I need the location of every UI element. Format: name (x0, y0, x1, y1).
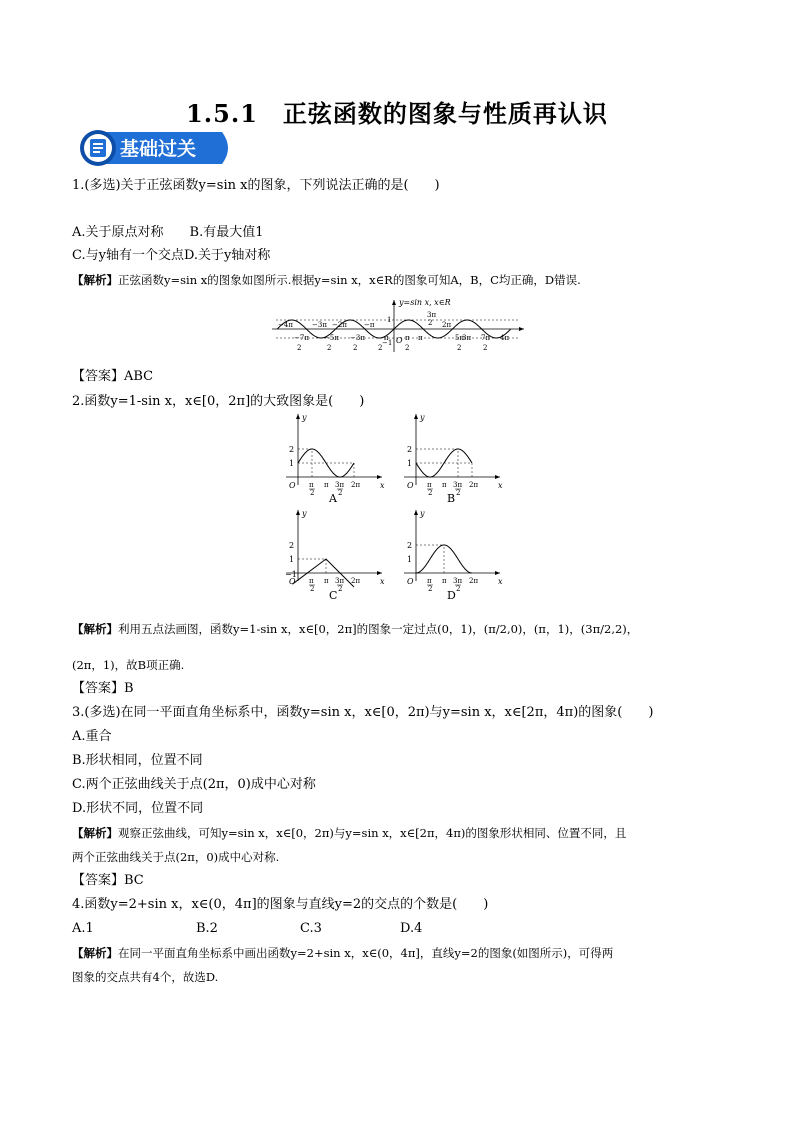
svg-text:2π: 2π (351, 481, 361, 489)
q2-stem: 2.函数y=1-sin x，x∈[0，2π]的大致图象是( ) (72, 394, 365, 409)
graph-label-c: C (329, 589, 338, 602)
q3-analysis-cont: 两个正弦曲线关于点(2π，0)成中心对称. (72, 850, 280, 864)
svg-text:π: π (309, 577, 314, 585)
svg-text:π: π (324, 577, 329, 585)
q3-answer: 【答案】BC (72, 873, 144, 888)
svg-text:2π: 2π (469, 577, 479, 585)
q1-answer: 【答案】ABC (72, 369, 154, 384)
analysis-tag: 【解析】 (72, 622, 118, 636)
q4-analysis-cont: 图象的交点共有4个，故选D. (72, 970, 219, 984)
svg-text:2: 2 (353, 344, 358, 352)
svg-text:2π: 2π (469, 481, 479, 489)
svg-text:3π: 3π (453, 577, 463, 585)
svg-text:2π: 2π (351, 577, 361, 585)
svg-text:2: 2 (338, 489, 343, 497)
svg-text:π: π (442, 577, 447, 585)
svg-text:1: 1 (407, 555, 413, 564)
svg-text:O: O (289, 577, 296, 586)
svg-text:−3π: −3π (350, 334, 365, 342)
svg-text:3π: 3π (335, 481, 345, 489)
svg-text:2: 2 (428, 319, 433, 327)
graph-option-c (285, 509, 385, 593)
sine-graph-figure (268, 296, 530, 354)
svg-text:2: 2 (327, 344, 332, 352)
q4-option-b: B.2 (196, 921, 218, 936)
svg-text:−2π: −2π (332, 321, 347, 329)
svg-text:π: π (442, 481, 447, 489)
svg-text:2: 2 (456, 489, 461, 497)
svg-text:2: 2 (405, 344, 410, 352)
svg-text:1: 1 (387, 316, 392, 324)
svg-text:O: O (289, 481, 296, 490)
q1-stem: 1.(多选)关于正弦函数y=sin x的图象，下列说法正确的是( ) (72, 178, 440, 193)
svg-text:−5π: −5π (324, 334, 339, 342)
svg-text:1: 1 (289, 459, 295, 468)
svg-text:2: 2 (407, 445, 413, 454)
notebook-icon (90, 139, 106, 157)
graph-label-d: D (447, 589, 456, 602)
graph-option-b (404, 413, 503, 497)
graph-label: y=sin x, x∈R (399, 298, 451, 307)
q4-option-a: A.1 (72, 921, 94, 936)
svg-text:2: 2 (289, 445, 295, 454)
svg-text:O: O (407, 481, 414, 490)
svg-text:O: O (407, 577, 414, 586)
q3-option-a: A.重合 (72, 729, 112, 744)
svg-text:5π: 5π (455, 334, 465, 342)
svg-text:−1: −1 (285, 570, 297, 579)
svg-text:−3π: −3π (312, 321, 327, 329)
svg-text:4π: 4π (500, 334, 510, 342)
q1-options-cd: C.与y轴有一个交点D.关于y轴对称 (72, 248, 271, 263)
svg-text:π: π (324, 481, 329, 489)
svg-text:O: O (396, 336, 403, 345)
svg-text:1: 1 (289, 555, 295, 564)
analysis-text: 在同一平面直角坐标系中画出函数y=2+sin x，x∈(0，4π]，直线y=2的图象(如图所示)，可得两 (118, 946, 614, 960)
svg-text:x: x (380, 481, 385, 490)
svg-text:x: x (498, 481, 503, 490)
svg-text:−π: −π (364, 321, 375, 329)
svg-text:x: x (498, 577, 503, 586)
svg-text:1: 1 (407, 459, 413, 468)
q2-analysis-cont: (2π，1)，故B项正确. (72, 658, 185, 672)
svg-text:−7π: −7π (294, 334, 309, 342)
analysis-tag: 【解析】 (72, 273, 118, 287)
svg-text:3π: 3π (462, 334, 472, 342)
svg-text:2: 2 (378, 344, 383, 352)
q3-stem: 3.(多选)在同一平面直角坐标系中，函数y=sin x，x∈[0，2π)与y=sin x，x∈[2π，4π)的图象( ) (72, 705, 654, 720)
analysis-tag: 【解析】 (72, 946, 118, 960)
q2-analysis (72, 620, 638, 638)
q3-option-d: D.形状不同，位置不同 (72, 801, 204, 816)
svg-text:2: 2 (483, 344, 488, 352)
graph-option-d (404, 509, 503, 593)
svg-text:π: π (427, 481, 432, 489)
svg-text:2: 2 (338, 585, 343, 593)
svg-text:−1: −1 (382, 339, 393, 347)
analysis-text: 观察正弦曲线，可知y=sin x，x∈[0，2π)与y=sin x，x∈[2π，4π)的图象形状相同、位置不同，且 (118, 826, 627, 840)
graph-label-a: A (329, 492, 337, 505)
q1-options-ab: A.关于原点对称 B.有最大值1 (72, 225, 264, 240)
svg-text:2: 2 (456, 585, 461, 593)
svg-text:2: 2 (289, 541, 295, 550)
svg-text:y: y (302, 509, 307, 518)
q3-option-c: C.两个正弦曲线关于点(2π，0)成中心对称 (72, 777, 316, 792)
svg-text:2: 2 (310, 489, 315, 497)
q3-analysis (72, 824, 626, 842)
svg-text:π: π (427, 577, 432, 585)
svg-text:2: 2 (428, 585, 433, 593)
svg-text:2: 2 (457, 344, 462, 352)
analysis-tag: 【解析】 (72, 826, 118, 840)
q3-option-b: B.形状相同，位置不同 (72, 753, 203, 768)
q4-analysis (72, 944, 613, 962)
svg-text:2: 2 (297, 344, 302, 352)
graph-option-a (286, 413, 385, 497)
q4-option-d: D.4 (400, 921, 423, 936)
q2-graph-options (276, 410, 526, 606)
section-badge-label: 基础过关 (120, 138, 197, 160)
q4-option-c: C.3 (300, 921, 322, 936)
graph-label-b: B (447, 492, 456, 505)
svg-text:7π: 7π (481, 334, 491, 342)
svg-text:π: π (405, 334, 410, 342)
svg-text:3π: 3π (427, 311, 437, 319)
svg-text:3π: 3π (335, 577, 345, 585)
analysis-text: 利用五点法画图，函数y=1-sin x，x∈[0，2π]的图象一定过点(0，1)，(π/2,0)，(π，1)，(3π/2,2)， (118, 622, 639, 636)
svg-text:−4π: −4π (278, 321, 293, 329)
svg-text:x: x (380, 577, 385, 586)
svg-text:2: 2 (428, 489, 433, 497)
svg-text:−π: −π (378, 334, 389, 342)
analysis-text: 正弦函数y=sin x的图象如图所示.根据y=sin x，x∈R的图象可知A，B，C均正确，D错误. (118, 273, 581, 287)
svg-text:2π: 2π (442, 321, 452, 329)
svg-text:y: y (420, 509, 425, 518)
svg-text:3π: 3π (453, 481, 463, 489)
q4-stem: 4.函数y=2+sin x，x∈(0，4π]的图象与直线y=2的交点的个数是( ) (72, 897, 489, 912)
page-title: 1.5.1 正弦函数的图象与性质再认识 (186, 99, 608, 128)
q1-analysis (72, 271, 581, 289)
svg-text:y: y (302, 413, 307, 422)
svg-text:y: y (420, 413, 425, 422)
svg-text:π: π (309, 481, 314, 489)
svg-text:2: 2 (310, 585, 315, 593)
svg-text:π: π (418, 334, 423, 342)
svg-text:2: 2 (407, 541, 413, 550)
q2-answer: 【答案】B (72, 681, 134, 696)
